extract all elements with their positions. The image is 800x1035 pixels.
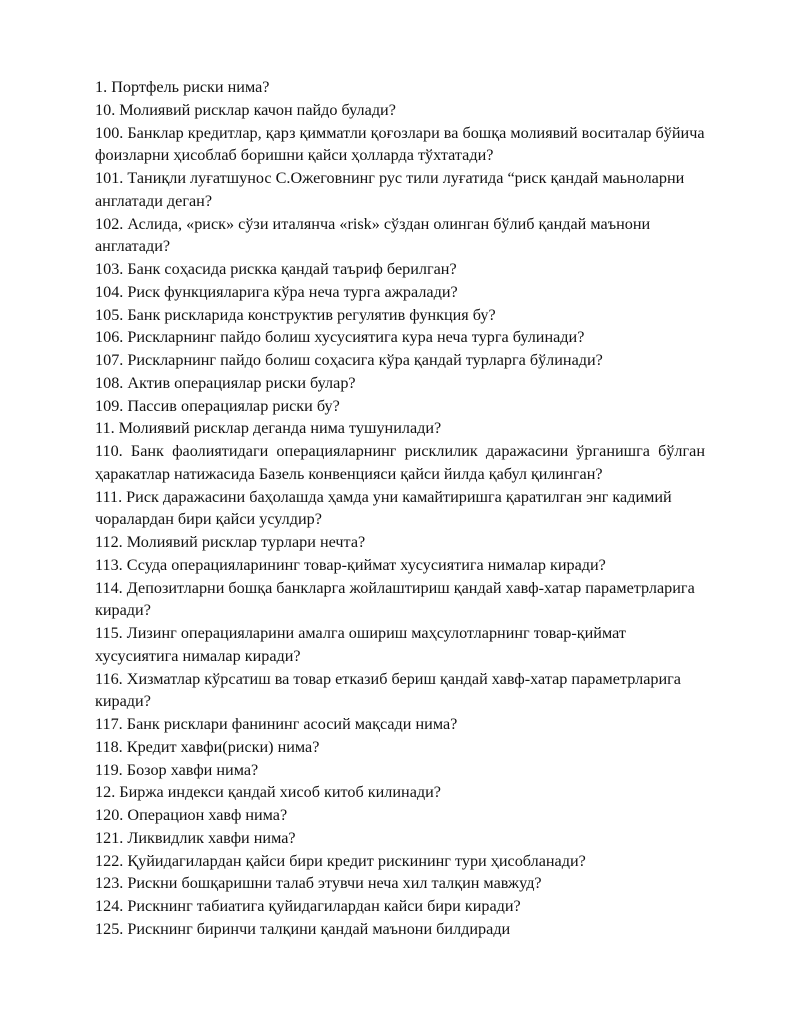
question-item: 102. Аслида, «риск» сўзи италянча «risk» сўздан олинган бўлиб қандай маънони англатади? [95, 214, 651, 256]
question-item: 106. Рискларнинг пайдо болиш хусусиятига кура неча турга булинади? [95, 328, 585, 347]
question-item: 122. Қуйидагилардан қайси бири кредит рискининг тури ҳисобланади? [95, 851, 586, 870]
question-item: 12. Биржа индекси қандай хисоб китоб килинади? [95, 783, 441, 802]
question-item: 121. Ликвидлик хавфи нима? [95, 828, 296, 847]
question-item: 113. Ссуда операцияларининг товар-қиймат хусусиятига нималар киради? [95, 555, 606, 574]
question-item: 117. Банк рисклари фанининг асосий мақсади нима? [95, 715, 458, 733]
question-item: 120. Операцион хавф нима? [95, 806, 288, 824]
question-item: 100. Банклар кредитлар, қарз қимматли қоғозлари ва бошқа молиявий воситалар бўйича фоизларни ҳисоблаб боришни қайси ҳолларда тўхтатади? [95, 123, 705, 165]
question-item: 124. Рискнинг табиатига қуйидагилардан кайси бири киради? [95, 897, 521, 915]
question-item: 103. Банк соҳасида рискка қандай таъриф берилган? [95, 260, 457, 278]
question-item: 101. Таниқли луғатшунос С.Ожеговнинг рус тили луғатида “риск қандай маьноларни англатади деган? [95, 169, 685, 210]
question-item: 123. Рискни бошқаришни талаб этувчи неча хил талқин мавжуд? [95, 874, 542, 893]
question-item: 10. Молиявий рисклар качон пайдо булади? [95, 100, 396, 119]
question-item: 108. Актив операциялар риски булар? [95, 373, 356, 392]
question-item: 11. Молиявий рисклар деганда нима тушунилади? [95, 419, 442, 438]
question-item: 112. Молиявий рисклар турлари нечта? [95, 533, 366, 551]
question-item: 114. Депозитларни бошқа банкларга жойлаштириш қандай хавф-хатар параметрларига киради? [95, 578, 695, 620]
question-item: 118. Кредит хавфи(риски) нима? [95, 737, 320, 756]
question-item: 109. Пассив операциялар риски бу? [95, 396, 340, 415]
question-item: 107. Рискларнинг пайдо болиш соҳасига кўра қандай турларга бўлинади? [95, 351, 603, 369]
question-item: 105. Банк рискларида конструктив регулятив функция бу? [95, 305, 496, 324]
question-item: 119. Бозор хавфи нима? [95, 760, 259, 779]
document-page [95, 76, 705, 941]
question-item: 116. Хизматлар кўрсатиш ва товар етказиб бериш қандай хавф-хатар параметрларига киради? [95, 669, 681, 711]
question-item: 110. Банк фаолиятидаги операцияларнинг рисклилик даражасини ўрганишга бўлган ҳаракатлар натижасида Базель конвенцияси қайси йилда қабул қилинган? [95, 442, 705, 483]
question-item: 1. Портфель риски нима? [95, 78, 270, 96]
question-item: 125. Рискнинг биринчи талқини қандай маънони билдиради [95, 919, 511, 938]
question-item: 115. Лизинг операцияларини амалга ошириш маҳсулотларнинг товар-қиймат хусусиятига нималар киради? [95, 624, 626, 665]
question-item: 104. Риск функцияларига кўра неча турга ажралади? [95, 282, 458, 301]
question-item: 111. Риск даражасини баҳолашда ҳамда уни камайтиришга қаратилган энг кадимий чоралардан бири қайси усулдир? [95, 487, 672, 529]
